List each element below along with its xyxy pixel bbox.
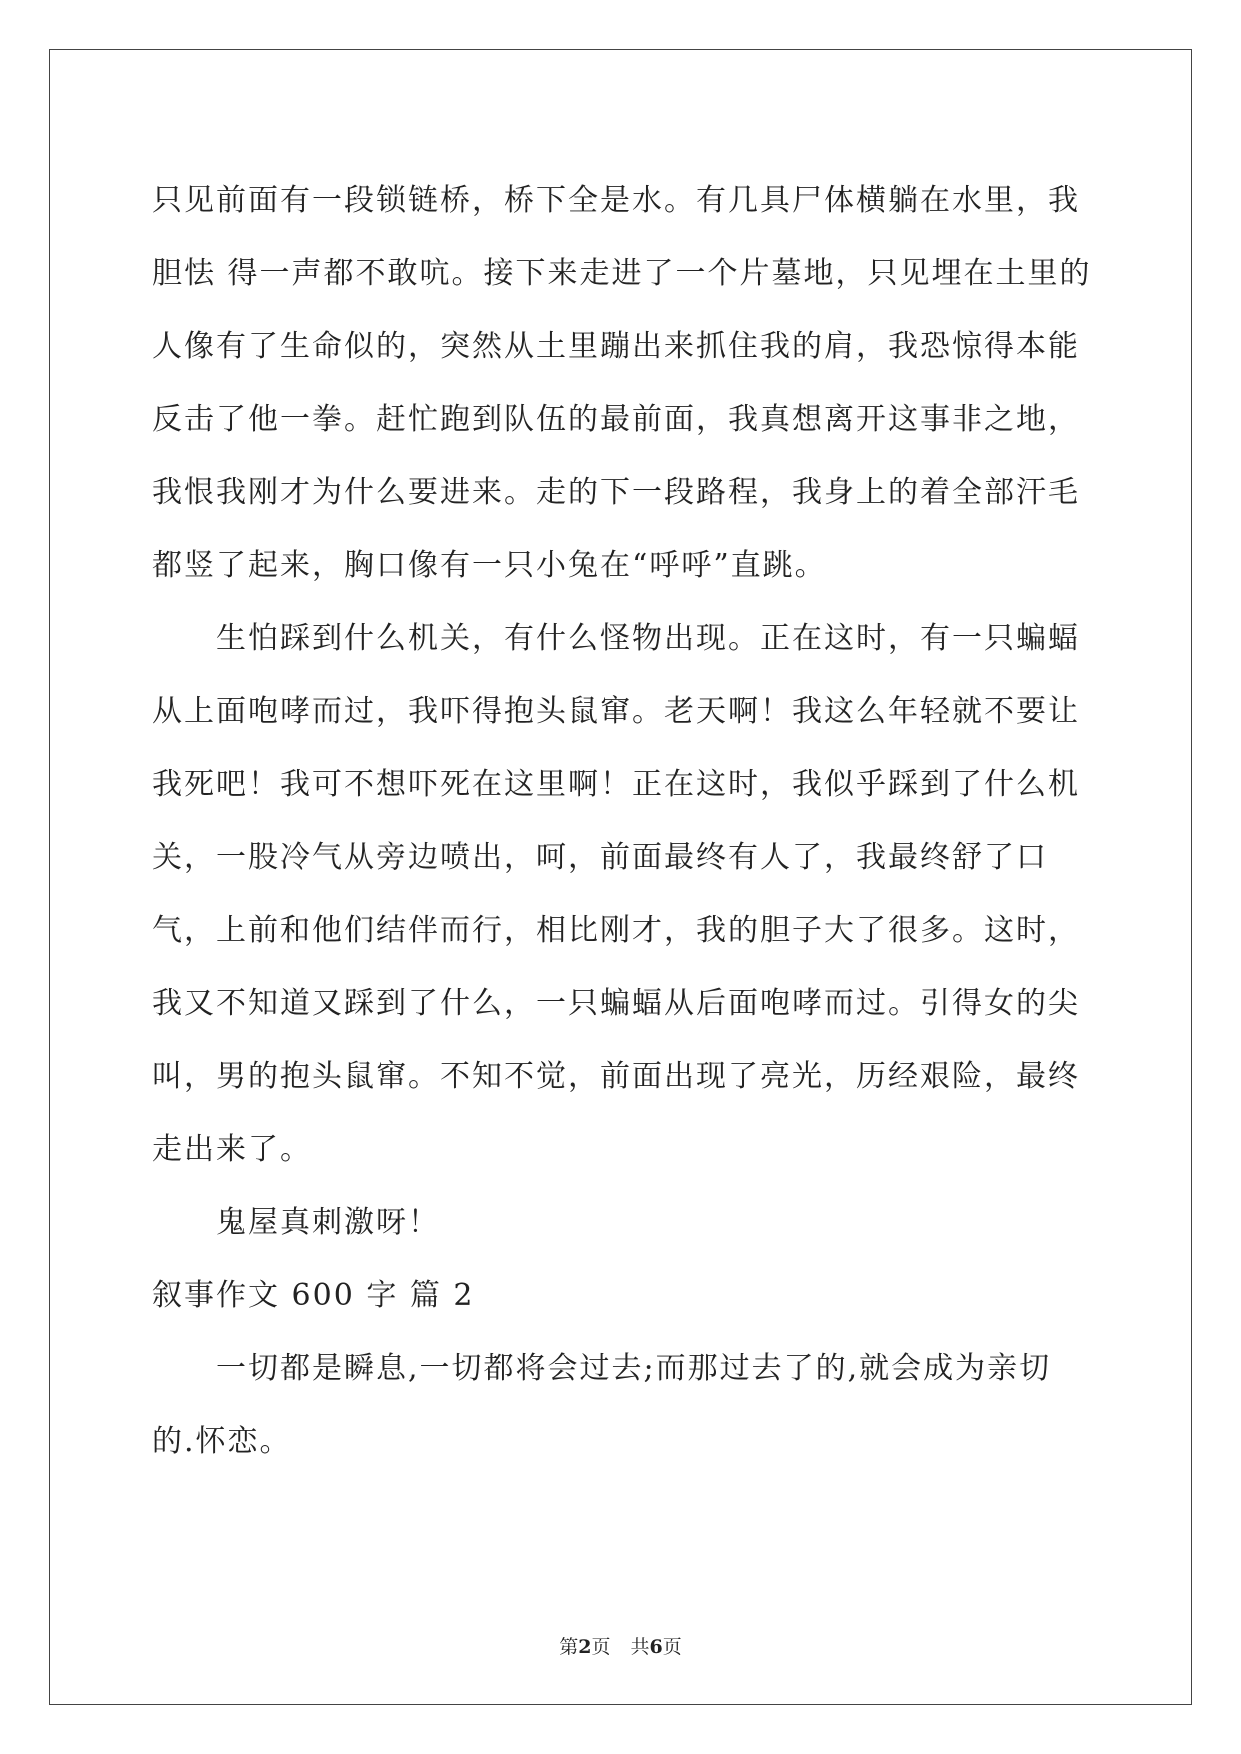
footer-page-number: 2 xyxy=(578,1636,592,1658)
paragraph-4: 一切都是瞬息,一切都将会过去;而那过去了的,就会成为亲切的.怀恋。 xyxy=(152,1351,1052,1459)
paragraph-1: 只见前面有一段锁链桥，桥下全是水。有几具尸体横躺在水里，我胆怯 得一声都不敢吭。接下来走进了一个片墓地，只见埋在土里的人像有了生命似的，突然从土里蹦出来抓住我的肩，我恐惊得本能反击了他一拳。赶忙跑到队伍的最前面，我真想离开这事非之地，我恨我刚才为什么要进来。走的下一段路程，我身上的着全部汗毛都竖了起来，胸口像有一只小兔在“呼呼”直跳。 xyxy=(152,183,1092,583)
footer-total-pages: 6 xyxy=(649,1636,663,1658)
paragraph-2: 生怕踩到什么机关，有什么怪物出现。正在这时，有一只蝙蝠从上面咆哮而过，我吓得抱头鼠窜。老天啊！我这么年轻就不要让我死吧！我可不想吓死在这里啊！正在这时，我似乎踩到了什么机关，一股冷气从旁边喷出，呵，前面最终有人了，我最终舒了口气，上前和他们结伴而行，相比刚才，我的胆子大了很多。这时，我又不知道又踩到了什么，一只蝙蝠从后面咆哮而过。引得女的尖叫，男的抱头鼠窜。不知不觉，前面出现了亮光，历经艰险，最终走出来了。 xyxy=(152,621,1080,1167)
paragraph-3: 鬼屋真刺激呀！ xyxy=(216,1205,440,1240)
page-footer xyxy=(0,1632,1241,1659)
footer-total-suffix: 页 xyxy=(662,1636,682,1658)
footer-page-suffix: 页 xyxy=(591,1636,611,1658)
section-heading: 叙事作文 600 字 篇 2 xyxy=(152,1278,475,1313)
footer-prefix: 第 xyxy=(559,1636,579,1658)
footer-total-prefix: 共 xyxy=(630,1636,650,1658)
document-body xyxy=(152,164,1092,1478)
